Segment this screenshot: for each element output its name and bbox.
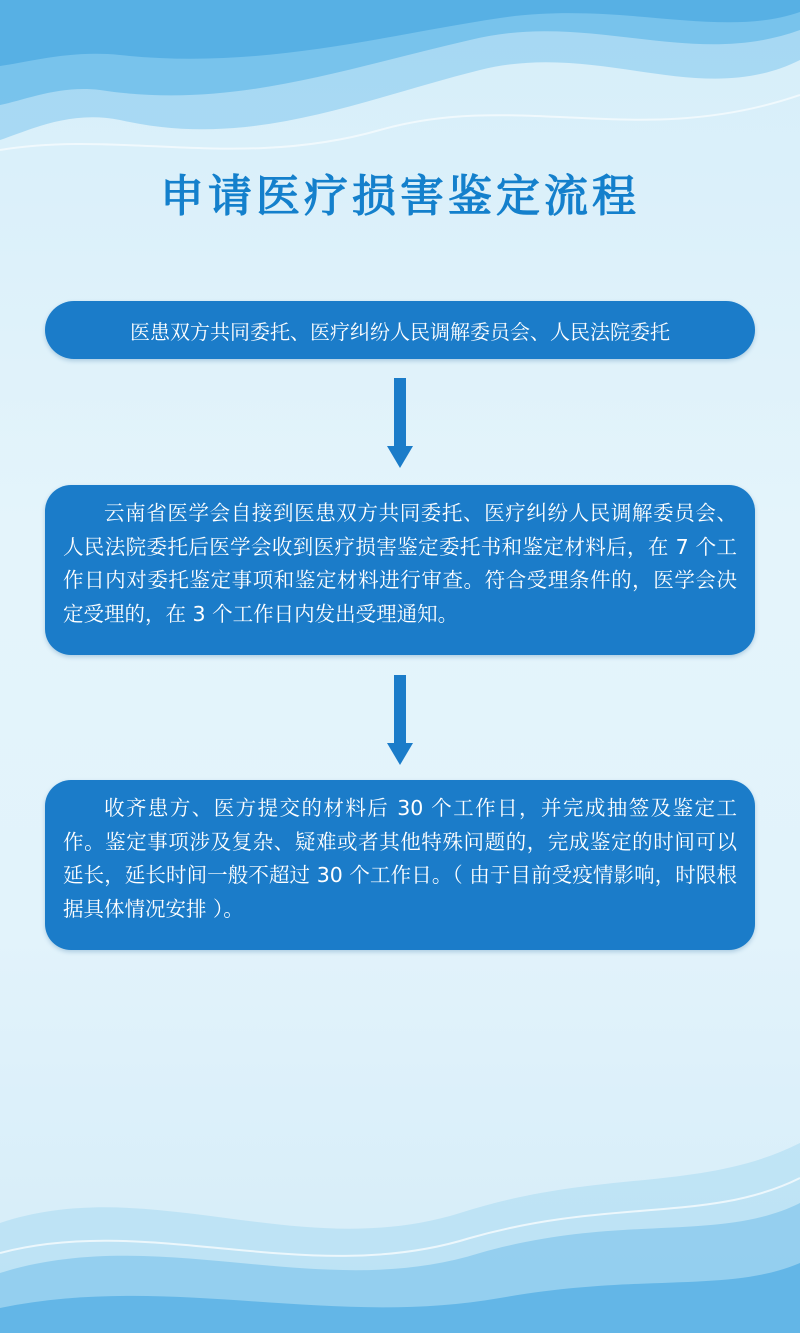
step-3-box — [45, 780, 755, 950]
arrow-down-icon — [387, 378, 413, 468]
step-1-text: 医患双方共同委托、医疗纠纷人民调解委员会、人民法院委托 — [130, 319, 670, 344]
arrow-down-icon — [387, 675, 413, 765]
step-3-text: 收齐患方、医方提交的材料后 30 个工作日，并完成抽签及鉴定工作。鉴定事项涉及复杂、疑难或者其他特殊问题的，完成鉴定的时间可以延长，延长时间一般不超过 30 个工作日。（ 由于目前受疫情影响，时限根据具体情况安排 ）。 — [63, 796, 737, 921]
page-title: 申请医疗损害鉴定流程 — [160, 171, 640, 222]
step-2-box — [45, 485, 755, 655]
step-2-text: 云南省医学会自接到医患双方共同委托、医疗纠纷人民调解委员会、人民法院委托后医学会收到医疗损害鉴定委托书和鉴定材料后，在 7 个工作日内对委托鉴定事项和鉴定材料进行审查。符合受理条件的，医学会决定受理的，在 3 个工作日内发出受理通知。 — [63, 501, 737, 626]
bottom-wave-decoration — [0, 1103, 800, 1333]
step-1-box — [45, 301, 755, 359]
